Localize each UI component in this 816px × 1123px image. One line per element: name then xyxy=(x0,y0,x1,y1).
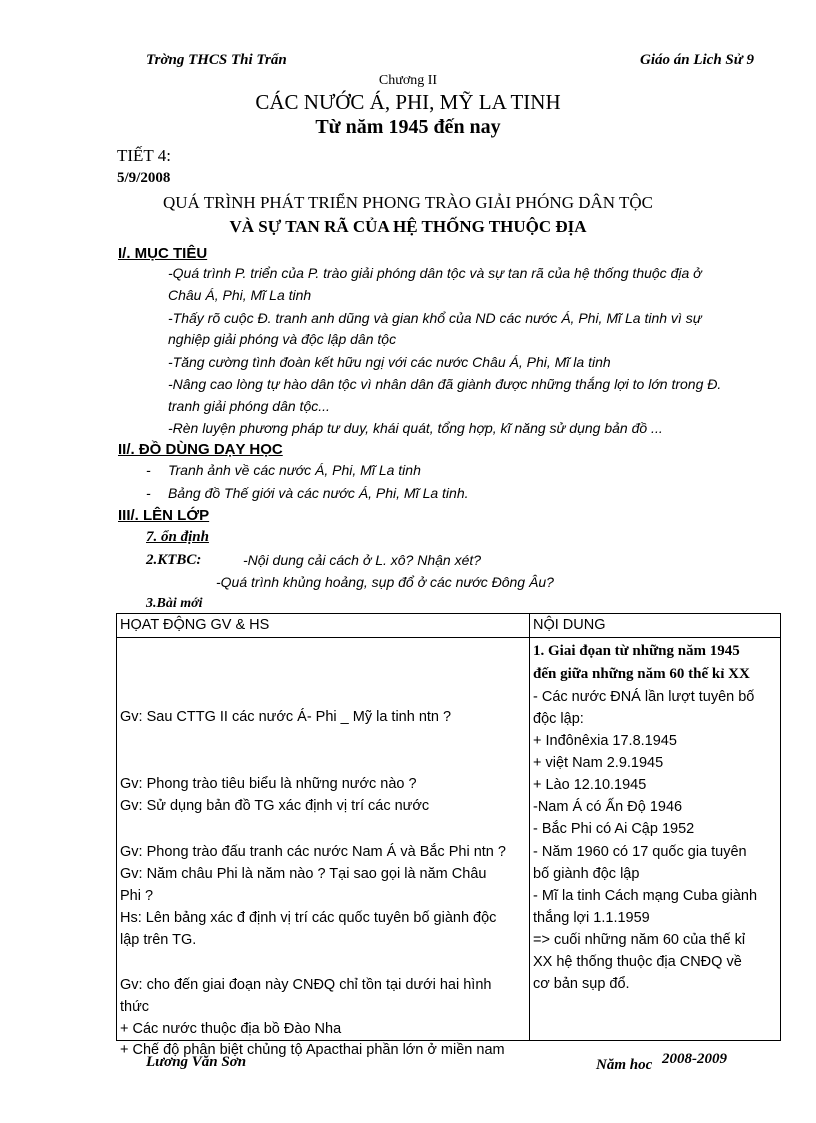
activity-line: + Các nước thuộc địa bồ Đào Nha xyxy=(120,1021,342,1037)
activity-line: Gv: cho đến giai đoạn này CNĐQ chỉ tồn tại dưới hai hình xyxy=(120,977,492,993)
page-subtitle: Từ năm 1945 đến nay xyxy=(315,116,501,138)
objective-line: -Thấy rõ cuộc Đ. tranh anh dũng và gian khổ của ND các nước Á, Phi, Mĩ La tinh vì sự xyxy=(168,310,702,326)
table-header-row xyxy=(117,614,781,638)
activity-line: Phi ? xyxy=(120,888,154,904)
bullet-dash: - xyxy=(146,485,151,501)
activity-line: Gv: Phong trào tiêu biểu là những nước nào ? xyxy=(120,776,417,792)
section-heading-lesson: III/. LÊN LỚP xyxy=(118,507,210,524)
content-line: => cuối những năm 60 của thế kỉ xyxy=(533,932,746,948)
activity-line: thức xyxy=(120,999,150,1015)
bullet-dash: - xyxy=(146,462,151,478)
chapter-label: Chương II xyxy=(378,73,438,88)
material-item: Bảng đồ Thế giới và các nước Á, Phi, Mĩ La tinh. xyxy=(168,485,469,501)
content-line: - Mĩ la tinh Cách mạng Cuba giành xyxy=(533,888,758,904)
table-header-content xyxy=(530,614,781,638)
content-line: XX hệ thống thuộc địa CNĐQ về xyxy=(533,954,742,970)
activity-line: Gv: Sau CTTG II các nước Á- Phi _ Mỹ la tinh ntn ? xyxy=(120,709,452,725)
activity-line: Gv: Năm châu Phi là năm nào ? Tại sao gọi là năm Châu xyxy=(120,866,487,882)
objective-line: -Tăng cường tình đoàn kết hữu ngị với các nước Châu Á, Phi, Mĩ la tinh xyxy=(168,354,611,370)
objective-line: -Rèn luyện phương pháp tư duy, khái quát, tổng hợp, kĩ năng sử dụng bản đồ ... xyxy=(168,420,663,436)
material-item: Tranh ảnh về các nước Á, Phi, Mĩ La tinh xyxy=(168,462,421,478)
lesson-title-line-1: QUÁ TRÌNH PHÁT TRIỂN PHONG TRÀO GIẢI PHÓNG DÂN TỘC xyxy=(162,193,654,212)
content-line: thắng lợi 1.1.1959 xyxy=(533,910,650,926)
objective-line: nghiệp giải phóng và độc lập dân tộc xyxy=(168,331,397,347)
activity-line: Gv: Phong trào đấu tranh các nước Nam Á và Bắc Phi ntn ? xyxy=(120,844,506,860)
school-year: 2008-2009 xyxy=(662,1051,727,1067)
section-heading-materials: II/. ĐỒ DÙNG DẠY HỌC xyxy=(118,441,283,458)
lesson-table xyxy=(116,613,781,1058)
review-question: -Quá trình khủng hoảng, sụp đổ ở các nước Đông Âu? xyxy=(216,574,554,590)
table-header-activities xyxy=(117,614,530,638)
activity-line: Hs: Lên bảng xác đ định vị trí các quốc tuyên bố giành độc xyxy=(120,910,497,926)
section-heading-objectives: I/. MỤC TIÊU xyxy=(118,245,208,262)
school-year-label: Năm hoc xyxy=(596,1057,653,1073)
objective-line: -Quá trình P. triển của P. trào giải phóng dân tộc và sự tan rã của hệ thống thuộc địa ở xyxy=(168,265,702,281)
step-review-label: 2.KTBC: xyxy=(146,552,202,568)
lesson-date: 5/9/2008 xyxy=(117,170,171,186)
subject-name: Giáo án Lich Sử 9 xyxy=(640,52,755,68)
objective-line: -Nâng cao lòng tự hào dân tộc vì nhân dân đã giành được những thắng lợi to lớn trong Đ. xyxy=(168,376,722,392)
lesson-title-line-2: VÀ SỰ TAN RÃ CỦA HỆ THỐNG THUỘC ĐỊA xyxy=(229,217,587,236)
content-line: + Lào 12.10.1945 xyxy=(533,777,647,793)
page-title: CÁC NƯỚC Á, PHI, MỸ LA TINH xyxy=(255,90,561,114)
content-line: -Nam Á có Ấn Độ 1946 xyxy=(533,799,683,815)
activity-line: Gv: Sử dụng bản đồ TG xác định vị trí các nước xyxy=(120,798,430,814)
step-new-lesson: 3.Bài mới xyxy=(146,596,203,611)
content-line: - Các nước ĐNÁ lần lượt tuyên bố xyxy=(533,689,755,705)
column-header: NỘI DUNG xyxy=(533,617,606,633)
activity-line: lập trên TG. xyxy=(120,932,197,948)
content-heading: 1. Giai đọan từ những năm 1945 xyxy=(533,643,740,659)
school-name: Trờng THCS Thi Trấn xyxy=(146,52,287,68)
activities-cell xyxy=(117,638,530,1058)
column-header: HỌAT ĐỘNG GV & HS xyxy=(120,617,270,633)
content-line: + Inđônêxia 17.8.1945 xyxy=(533,733,677,749)
objective-line: Châu Á, Phi, Mĩ La tinh xyxy=(168,287,312,303)
step-stabilize: 7. ổn định xyxy=(146,529,209,545)
activity-line: + Chế độ phân biệt chủng tộ Apacthai phần lớn ở miền nam xyxy=(120,1042,505,1058)
content-line: bố giành độc lập xyxy=(533,866,640,882)
author-name: Lương Văn Sơn xyxy=(146,1054,247,1070)
content-heading: đến giữa những năm 60 thế kỉ XX xyxy=(533,666,750,682)
objective-line: tranh giải phóng dân tộc... xyxy=(168,398,330,414)
content-line: + việt Nam 2.9.1945 xyxy=(533,755,664,771)
content-line: - Năm 1960 có 17 quốc gia tuyên xyxy=(533,844,747,860)
content-line: - Bắc Phi có Ai Cập 1952 xyxy=(533,821,695,837)
review-question: -Nội dung cải cách ở L. xô? Nhận xét? xyxy=(243,552,482,568)
lesson-number: TIẾT 4: xyxy=(117,146,171,165)
content-cell xyxy=(530,638,781,1041)
content-line: cơ bản sụp đổ. xyxy=(533,976,630,992)
content-line: độc lập: xyxy=(533,711,584,727)
table-row xyxy=(117,638,781,1041)
